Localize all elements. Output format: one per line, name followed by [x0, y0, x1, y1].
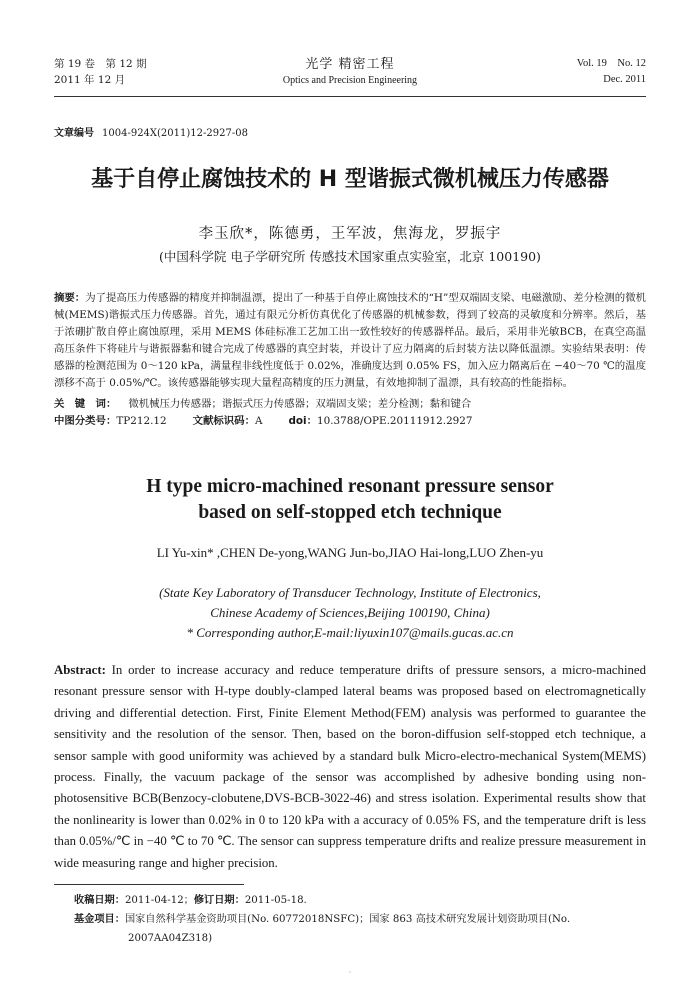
running-header	[54, 56, 646, 97]
volume-en: Vol. 19 No. 12	[576, 58, 646, 69]
article-number-value: 1004-924X(2011)12-2927-08	[102, 128, 248, 139]
header-right	[577, 56, 646, 88]
dates-footnote	[74, 891, 646, 910]
corresponding-author: * Corresponding author,E-mail:liyuxin107@mails.gucas.ac.cn	[186, 625, 514, 640]
affiliation-en-line1: (State Key Laboratory of Transducer Technology, Institute of Electronics,	[159, 585, 541, 600]
keywords-cn-label: 关 键 词：	[54, 398, 117, 410]
fund-footnote-line2: 2007AA04Z318)	[128, 933, 213, 944]
journal-name-cn: 光学 精密工程	[305, 57, 395, 72]
authors-en: LI Yu-xin* ,CHEN De-yong,WANG Jun-bo,JIAO Hai-long,LUO Zhen-yu	[156, 545, 544, 560]
page-mark: ·	[348, 968, 352, 977]
received-label: 收稿日期：	[74, 895, 125, 906]
abstract-cn-text: 为了提高压力传感器的精度并抑制温漂，提出了一种基于自停止腐蚀技术的“H”型双端固支梁、电磁激励、差分检测的微机械(MEMS)谐振式压力传感器。首先，通过有限元分析仿真优化了传感器的机械参数，得到了较高的灵敏度和分辨率。然后，基于浓硼扩散自停止腐蚀原理，采用 MEMS 体硅标准工艺加工出一致性较好的传感器样品。最后，采用非光敏BCB，在真空高温高压条件下将硅片与谐振器黏和键合完成了传感器的真空封装，并设计了应力隔离的后封装方法以降低温漂。实验结果表明：传感器的检测范围为 0～120 kPa，满量程非线性度低于 0.02%，准确度达到 0.05% FS，加入应力隔离后在 −40～70 ℃的温度漂移不高于 0.05%/℃。该传感器能够实现大量程高精度的压力测量，有效地抑制了温漂，具有较高的性能指标。	[54, 292, 646, 390]
revised-value: 2011-05-18.	[244, 895, 307, 906]
doi-label: doi：	[288, 415, 318, 427]
clc-label: 中图分类号：	[54, 415, 117, 427]
abstract-cn	[54, 290, 646, 393]
affiliation-cn: (中国科学院 电子学研究所 传感技术国家重点实验室，北京 100190)	[159, 249, 541, 264]
affiliation-en-line2: Chinese Academy of Sciences,Beijing 100190, China)	[210, 605, 490, 620]
revised-label: 修订日期：	[193, 895, 245, 906]
journal-name-en: Optics and Precision Engineering	[282, 75, 418, 86]
date-en: Dec. 2011	[603, 74, 646, 85]
footnote-divider	[54, 884, 244, 885]
authors-cn: 李玉欣*，陈德勇，王军波，焦海龙，罗振宇	[198, 226, 502, 242]
classification-line	[54, 412, 646, 427]
doc-code-label: 文献标识码：	[192, 415, 255, 427]
keywords-cn-text: 微机械压力传感器；谐振式压力传感器；双端固支梁；差分检测；黏和键合	[128, 398, 472, 410]
article-number-label: 文章编号	[54, 128, 94, 139]
abstract-en-label: Abstract:	[54, 663, 106, 677]
abstract-en-text: In order to increase accuracy and reduce temperature drifts of pressure sensors, a micro-machined resonant pressure sensor with H-type doubly-clamped lateral beams was proposed based on electromagnetically driving and differential detection. First, Finite Element Method(FEM) analysis was performed to guarantee the sensitivity and the resolution of the sensor. Then, based on the boron-diffusion self-stopped etch technique, a sensor sample with good uniformity was achieved by a standard bulk Micro-electro-mechanical System(MEMS) process. Finally, the vacuum package of the sensor was accomplished by adhesive bonding using non-photosensitive BCB(Benzocy-clobutene,DVS-BCB-3022-46) and stress isolation. Experimental results show that the nonlinearity is lower than 0.02% in 0 to 120 kPa with a accuracy of 0.05% FS, and the temperature drift is less than 0.05%/℃ in −40 ℃ to 70 ℃. The sensor can suppress temperature drifts and realize pressure measurement in wide measuring range and higher precision.	[54, 663, 646, 870]
date-cn: 2011 年 12 月	[54, 74, 126, 86]
doi-value[interactable]: 10.3788/OPE.20111912.2927	[317, 415, 473, 427]
volume-cn: 第 19 卷 第 12 期	[54, 58, 147, 70]
abstract-cn-label: 摘要：	[54, 292, 86, 304]
title-cn: 基于自停止腐蚀技术的 H 型谐振式微机械压力传感器	[91, 167, 609, 192]
title-en	[0, 474, 700, 526]
fund-label: 基金项目：	[74, 914, 125, 925]
title-en-line1: H type micro-machined resonant pressure sensor	[146, 476, 554, 497]
keywords-cn	[54, 395, 646, 410]
clc-value: TP212.12	[116, 415, 167, 427]
affiliation-en	[0, 583, 700, 643]
received-value: 2011-04-12；	[124, 895, 194, 906]
header-center	[54, 56, 646, 88]
fund-value: 国家自然科学基金资助项目(No. 60772018NSFC)；国家 863 高技术研究发展计划资助项目(No.	[124, 914, 571, 925]
title-en-line2: based on self-stopped etch technique	[198, 502, 502, 523]
footnotes	[74, 891, 646, 948]
abstract-en	[54, 660, 646, 874]
fund-footnote	[74, 910, 646, 929]
doc-code-value: A	[254, 415, 263, 427]
article-number	[54, 124, 248, 139]
